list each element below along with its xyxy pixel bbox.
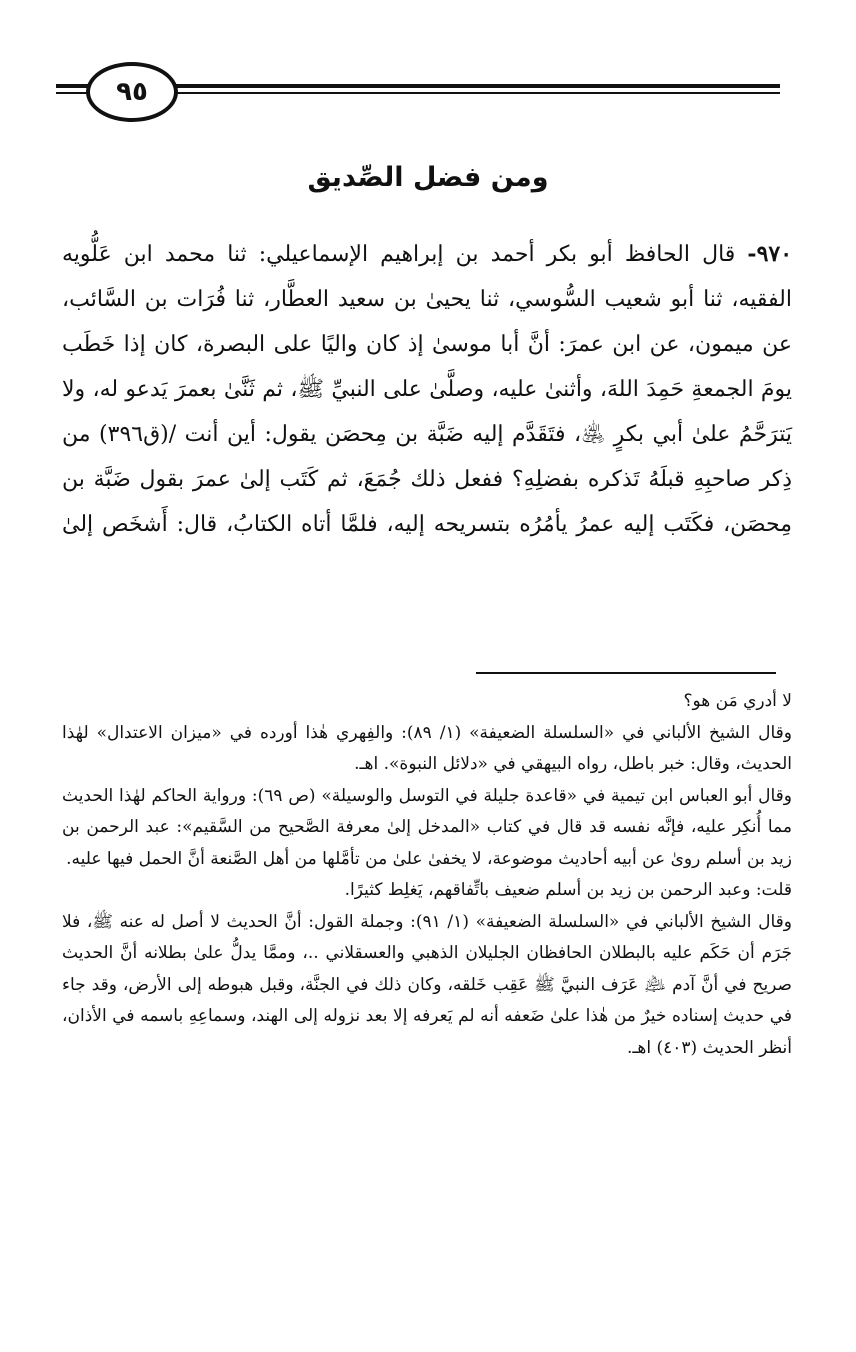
hadith-text: قال الحافظ أبو بكر أحمد بن إبراهيم الإسماعيلي: ثنا محمد ابن عَلُّويه الفقيه، ثنا أبو شعيب السُّوسي، ثنا يحيىٰ بن سعيد العطَّار، ثنا فُرَات بن السَّائب، عن ميمون، عن ابن عمرَ: أنَّ أبا موسىٰ إذ كان واليًا على البصرة، كان إذا خَطَب يومَ الجمعةِ حَمِدَ اللهَ، وأثنىٰ عليه، وصلَّىٰ على النبيِّ ﷺ، ثم ثَنَّىٰ بعمرَ يَدعو له، ولا يَترَحَّمُ علىٰ أبي بكرٍ ﵁، فتَقَدَّم إليه ضَبَّة بن مِحصَن يقول: أين أنت /(ق٣٩٦) من ذِكر صاحبِهِ قبلَهُ تَذكره بفضلِهِ؟ ففعل ذلك جُمَعَ، ثم كَتَب إلىٰ عمرَ بقول ضَبَّة بن مِحصَن، فكَتَب إليه عمرُ يأمُرُه بتسريحه إليه، فلمَّا أتاه الكتابُ، قال: أَشخَص إلىٰ [62,242,793,537]
footnote-line-2: وقال الشيخ الألباني في «السلسلة الضعيفة» (١/ ٨٩): والفِهري هٰذا أورده في «ميزان الاعتدال» لهٰذا الحديث، وقال: خبر باطل، رواه البيهقي في «دلائل النبوة». اهـ. [62,722,792,774]
footnote-line-4: قلت: وعبد الرحمن بن زيد بن أسلم ضعيف باتِّفاقهم، يَغلِط كثيرًا. [344,880,792,900]
footnote-divider [476,672,776,674]
main-text [62,232,792,547]
footnote-line-1: لا أدري مَن هو؟ [683,691,792,711]
footnotes [62,686,792,1064]
hadith-paragraph [62,232,792,547]
footnote-line-3: وقال أبو العباس ابن تيمية في «قاعدة جليلة في التوسل والوسيلة» (ص ٦٩): ورواية الحاكم لهٰذا الحديث مما أُنكِر عليه، فإنَّه نفسه قد قال في كتاب «المدخل إلىٰ معرفة الصَّحيح من السَّقيم»: عبد الرحمن بن زيد بن أسلم روىٰ عن أبيه أحاديث موضوعة، لا يخفىٰ علىٰ من تأمَّلها من أهل الصَّنعة أنَّ الحمل فيها عليه. [62,785,792,869]
hadith-number: ٩٧٠- [747,241,793,267]
page-number: ٩٥ [86,62,178,122]
footnote-line-5: وقال الشيخ الألباني في «السلسلة الضعيفة» (١/ ٩١): وجملة القول: أنَّ الحديث لا أصل له عنه ﷺ، فلا جَرَم أن حَكَم عليه بالبطلان الحافظان الجليلان الذهبي والعسقلاني ..، وممَّا يدلُّ علىٰ بطلانه أنَّ الحديث صريح في أنَّ آدم ﵇ عَرَف النبيَّ ﷺ عَقِب خَلقه، وكان ذلك في الجنَّة، وقبل هبوطه إلى الأرض، وقد جاء في حديث إسناده خيرٌ من هٰذا علىٰ ضَعفه أنه لم يَعرفه إلا بعد نزوله إلى الهند، وسماعِهِ باسمه في الأذان، أنظر الحديث (٤٠٣) اهـ. [62,911,793,1058]
page-header [56,62,780,128]
section-title: ومن فضل الصِّديق [307,162,549,193]
